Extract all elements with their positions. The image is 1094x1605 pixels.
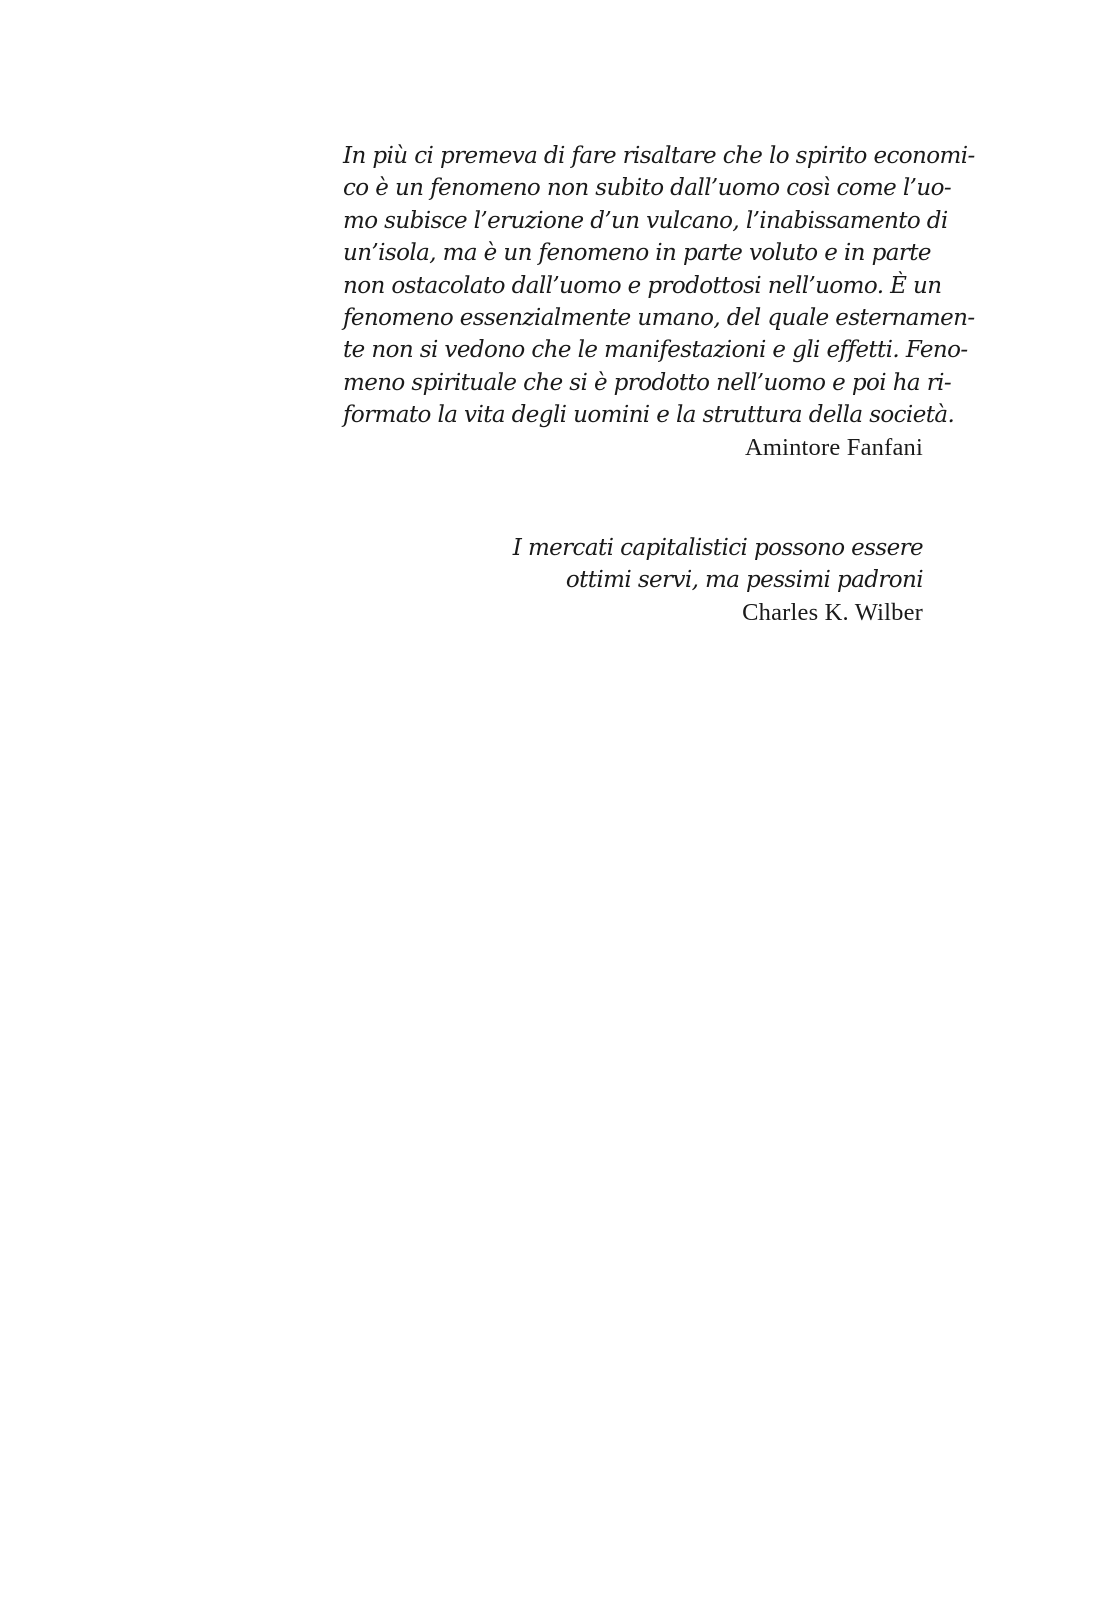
quote-line: ottimi servi, ma pessimi padroni [565, 567, 923, 594]
quote-line: I mercati capitalistici possono essere [512, 535, 923, 561]
quote-line: fenomeno essenzialmente umano, del quale esternamen- [343, 305, 975, 332]
quote-line: meno spirituale che si è prodotto nell’uomo e poi ha ri- [343, 369, 952, 396]
quote-line: te non si vedono che le manifestazioni e gli effetti. Feno- [343, 337, 968, 364]
quote-author: Amintore Fanfani [744, 433, 923, 461]
epigraph-fanfani [343, 140, 975, 464]
quote-line: un’isola, ma è un fenomeno in parte voluto e in parte [343, 240, 931, 267]
epigraph-wilber [343, 532, 923, 629]
quote-line: In più ci premeva di fare risaltare che lo spirito economi- [343, 143, 975, 169]
quote-line: non ostacolato dall’uomo e prodottosi nell’uomo. È un [343, 272, 942, 299]
quote-line: co è un fenomeno non subito dall’uomo così come l’uo- [343, 175, 952, 202]
quote-author: Charles K. Wilber [742, 598, 923, 626]
quote-line: mo subisce l’eruzione d’un vulcano, l’inabissamento di [343, 207, 948, 234]
quote-line: formato la vita degli uomini e la struttura della società. [343, 402, 955, 429]
